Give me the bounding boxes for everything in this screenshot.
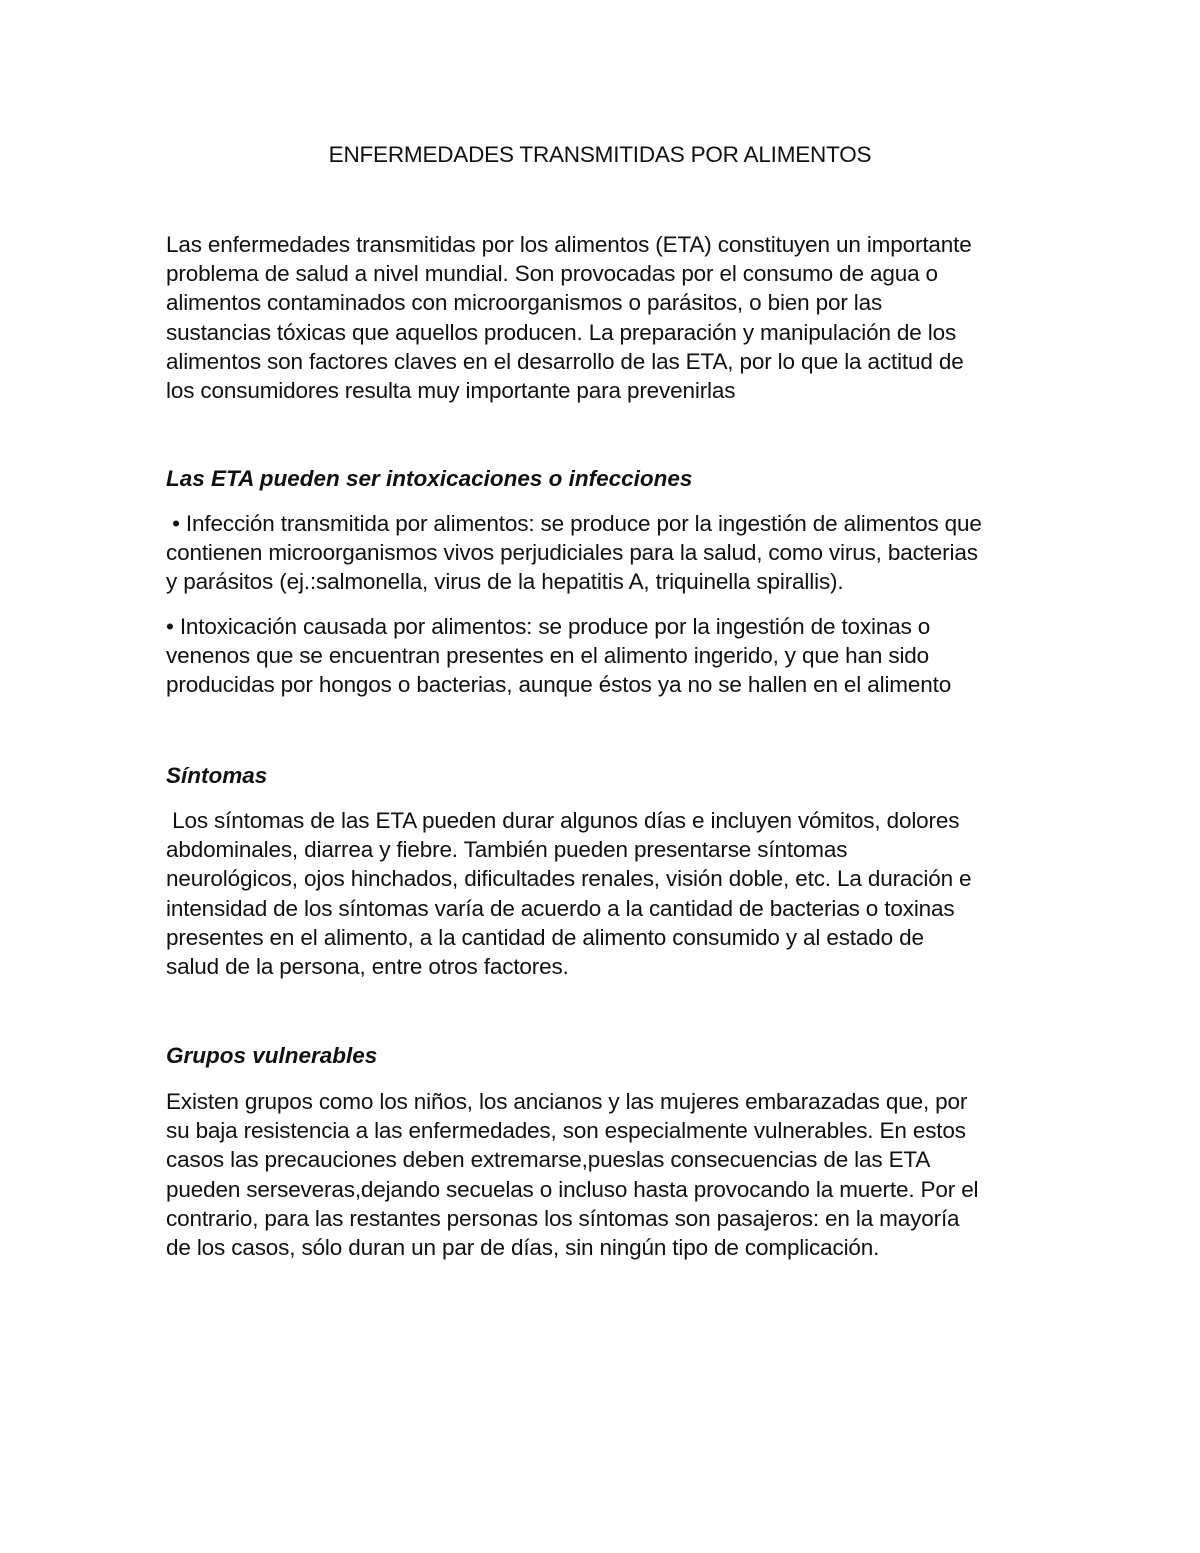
intro-line: alimentos contaminados con microorganismos o parásitos, o bien por las xyxy=(166,290,883,316)
groups-paragraph xyxy=(166,1087,1046,1262)
bullet-line: • Intoxicación causada por alimentos: se produce por la ingestión de toxinas o xyxy=(166,614,931,639)
symptoms-line: Los síntomas de las ETA pueden durar algunos días e incluyen vómitos, dolores xyxy=(166,808,960,833)
intro-line: los consumidores resulta muy importante para prevenirlas xyxy=(166,378,736,404)
section-heading-types: Las ETA pueden ser intoxicaciones o infecciones xyxy=(166,466,693,491)
intro-line: alimentos son factores claves en el desarrollo de las ETA, por lo que la actitud de xyxy=(166,348,964,374)
bullet-intoxication xyxy=(166,612,1046,700)
symptoms-line: intensidad de los síntomas varía de acuerdo a la cantidad de bacterias o toxinas xyxy=(166,895,955,921)
intro-line: Las enfermedades transmitidas por los alimentos (ETA) constituyen un importante xyxy=(166,232,972,257)
groups-line: su baja resistencia a las enfermedades, son especialmente vulnerables. En estos xyxy=(166,1118,966,1144)
groups-line: contrario, para las restantes personas los síntomas son pasajeros: en la mayoría xyxy=(166,1205,960,1231)
groups-line: pueden serseveras,dejando secuelas o incluso hasta provocando la muerte. Por el xyxy=(166,1176,979,1202)
intro-line: sustancias tóxicas que aquellos producen. La preparación y manipulación de los xyxy=(166,319,957,345)
document-title: ENFERMEDADES TRANSMITIDAS POR ALIMENTOS xyxy=(328,142,872,167)
bullet-line: contienen microorganismos vivos perjudiciales para la salud, como virus, bacterias xyxy=(166,540,978,566)
section-heading-groups: Grupos vulnerables xyxy=(166,1043,378,1068)
groups-line: Existen grupos como los niños, los ancianos y las mujeres embarazadas que, por xyxy=(166,1089,968,1114)
groups-line: de los casos, sólo duran un par de días, sin ningún tipo de complicación. xyxy=(166,1235,880,1261)
intro-line: problema de salud a nivel mundial. Son provocadas por el consumo de agua o xyxy=(166,261,938,287)
intro-paragraph xyxy=(166,230,1046,405)
symptoms-line: salud de la persona, entre otros factores. xyxy=(166,954,569,980)
symptoms-line: neurológicos, ojos hinchados, dificultades renales, visión doble, etc. La duración e xyxy=(166,866,972,892)
section-heading-symptoms: Síntomas xyxy=(166,763,268,788)
symptoms-line: presentes en el alimento, a la cantidad de alimento consumido y al estado de xyxy=(166,924,924,950)
bullet-infection xyxy=(166,509,1046,597)
bullet-line: • Infección transmitida por alimentos: se produce por la ingestión de alimentos que xyxy=(166,511,982,536)
bullet-line: y parásitos (ej.:salmonella, virus de la hepatitis A, triquinella spirallis). xyxy=(166,569,844,595)
symptoms-paragraph xyxy=(166,806,1046,981)
symptoms-line: abdominales, diarrea y fiebre. También pueden presentarse síntomas xyxy=(166,837,848,863)
groups-line: casos las precauciones deben extremarse,pueslas consecuencias de las ETA xyxy=(166,1147,931,1173)
bullet-line: producidas por hongos o bacterias, aunque éstos ya no se hallen en el alimento xyxy=(166,672,952,698)
bullet-line: venenos que se encuentran presentes en el alimento ingerido, y que han sido xyxy=(166,643,930,669)
